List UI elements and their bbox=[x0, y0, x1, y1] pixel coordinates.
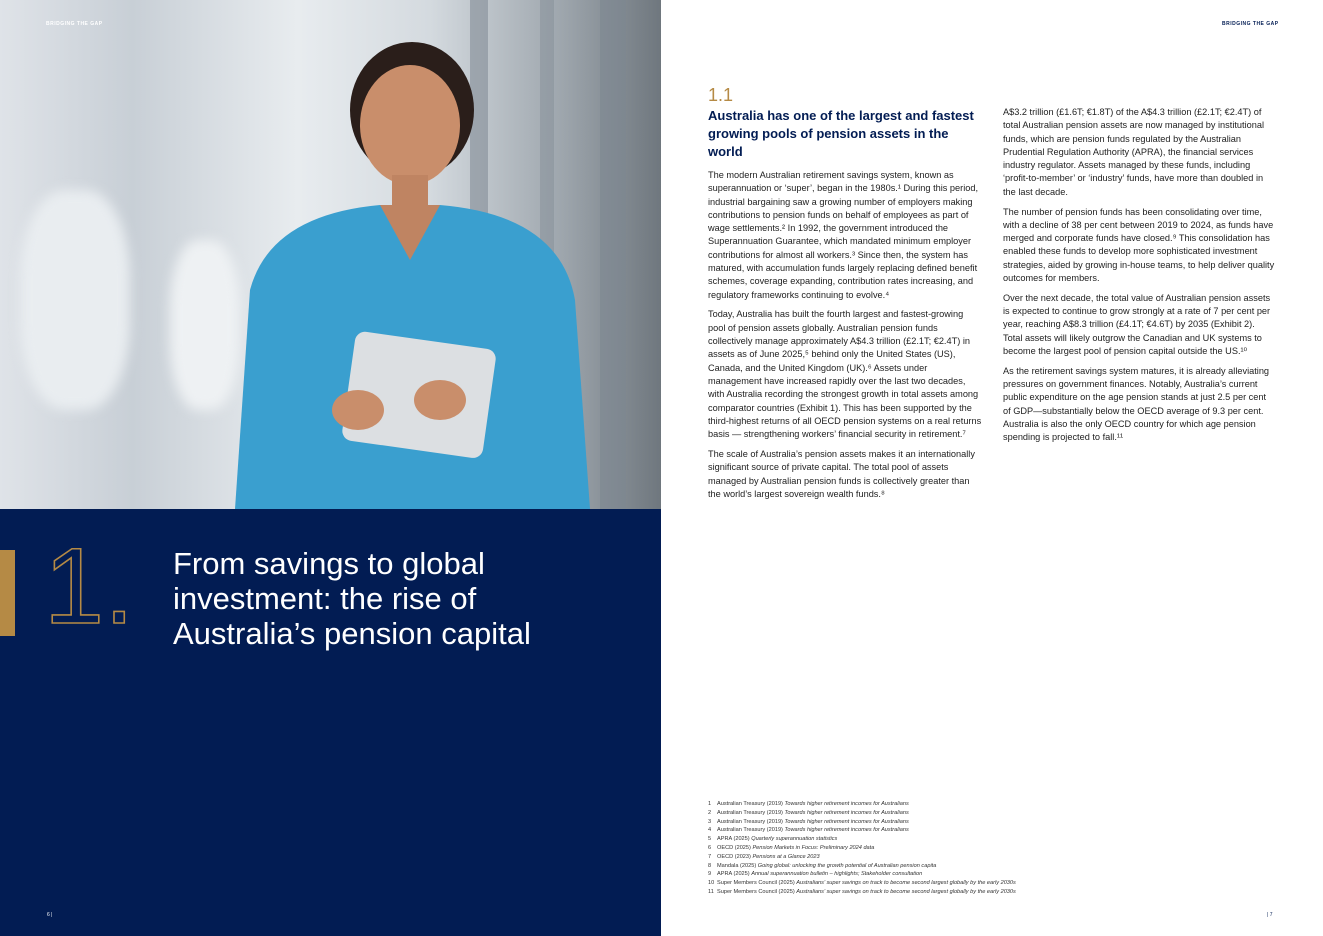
footnote: 6 OECD (2025) Pension Markets in Focus: Preliminary 2024 data bbox=[708, 844, 875, 851]
body-column-2 bbox=[1003, 106, 1275, 451]
page-number-left: 6 | bbox=[47, 912, 53, 918]
footnote: 2 Australian Treasury (2019) Towards higher retirement incomes for Australians bbox=[708, 809, 909, 816]
nurse-figure bbox=[0, 0, 661, 509]
section-number: 1.1 bbox=[708, 85, 734, 105]
accent-bar bbox=[0, 550, 15, 636]
footnote: 3 Australian Treasury (2019) Towards higher retirement incomes for Australians bbox=[708, 818, 909, 825]
footnote: 1 Australian Treasury (2019) Towards higher retirement incomes for Australians bbox=[708, 801, 909, 807]
paragraph: The number of pension funds has been consolidating over time, with a decline of 38 per cent between 2019 to 2024, as funds have merged and corporate funds have closed.⁹ This consolidation has enabled these funds to develop more sophisticated investment strategies, aided by growing in-house teams, to help deliver quality outcomes for members. bbox=[1003, 206, 1275, 284]
footnote: 10 Super Members Council (2025) Australians’ super savings on track to become second largest globally by the early 2030s bbox=[708, 880, 1016, 887]
footnote: 4 Australian Treasury (2019) Towards higher retirement incomes for Australians bbox=[708, 827, 909, 834]
nurse-photo bbox=[0, 0, 661, 509]
paragraph: The modern Australian retirement savings system, known as superannuation or ‘super’, began in the 1980s.¹ During this period, industrial bargaining saw a growing number of employers making contributions to pension funds on behalf of employees as part of wage settlements.² In 1992, the government introduced the Superannuation Guarantee, which mandated minimum employer contributions for almost all workers.³ Since then, the system has matured, with accumulation funds largely replacing defined benefit schemes, coverage expanding, contribution rates increasing, and regulatory frameworks continuing to evolve.⁴ bbox=[708, 170, 979, 300]
section-heading: Australia has one of the largest and fastest growing pools of pension assets in the world bbox=[708, 108, 974, 159]
footnotes bbox=[708, 800, 1268, 897]
page-number-right: | 7 bbox=[1267, 912, 1273, 918]
paragraph: Over the next decade, the total value of Australian pension assets is expected to continue to grow strongly at a rate of 7 per cent per year, reaching A$8.3 trillion (£4.1T; €4.6T) by 2035 (Exhibit 2). Total assets will likely outgrow the Canadian and UK systems to become the largest pool of pension capital outside the US.¹⁰ bbox=[1003, 292, 1271, 357]
chapter-title: From savings to global investment: the rise of Australia’s pension capital bbox=[173, 546, 531, 651]
footnote: 9 APRA (2025) Annual superannuation bulletin – highlights; Stakeholder consultation bbox=[708, 871, 923, 878]
paragraph: A$3.2 trillion (£1.6T; €1.8T) of the A$4.3 trillion (£2.1T; €2.4T) of total Australian pension assets are now managed by institutional funds, which are pension funds regulated by the Australian Prudential Regulation Authority (APRA), the financial services industry regulator. Assets managed by these funds, including ‘profit-to-member’ or ‘industry’ funds, have more than doubled in the last decade. bbox=[1003, 107, 1264, 197]
running-header: BRIDGING THE GAP bbox=[46, 21, 103, 27]
footnote: 8 Mandala (2025) Going global: unlocking the growth potential of Australian pension capita bbox=[708, 862, 937, 869]
left-page bbox=[0, 0, 661, 936]
paragraph: Today, Australia has built the fourth largest and fastest-growing pool of pension assets globally. Australian pension funds collectively manage approximately A$4.3 trillion (£2.1T; €2.4T) in assets as of June 2025,⁵ behind only the United States (US), Canada, and the United Kingdom (UK).⁶ Assets under management have increased rapidly over the last two decades, with Australia recording the strongest growth in total assets among comparator countries (Exhibit 1). This has been supported by the third-highest returns of all OECD pension systems on a real returns basis — strengthening workers’ financial security in retirement.⁷ bbox=[708, 309, 982, 440]
paragraph: The scale of Australia’s pension assets makes it an internationally significant source of private capital. The total pool of assets managed by Australian pension funds is collectively greater than the world’s largest sovereign wealth funds.⁸ bbox=[708, 448, 975, 499]
body-column-1 bbox=[708, 169, 983, 508]
footnote: 5 APRA (2025) Quarterly superannuation statistics bbox=[708, 836, 838, 843]
footnote: 11 Super Members Council (2025) Australians’ super savings on track to become second largest globally by the early 2030s bbox=[708, 888, 1016, 895]
chapter-number: 1. bbox=[44, 525, 135, 646]
footnote: 7 OECD (2023) Pensions at a Glance 2023 bbox=[708, 853, 820, 860]
running-header-right: BRIDGING THE GAP bbox=[1222, 21, 1279, 27]
paragraph: As the retirement savings system matures, it is already alleviating pressures on government finances. Notably, Australia’s current public expenditure on the age pension stands at just 2.5 per cent of GDP—substantially below the OECD average of 9.3 per cent. Australia is also the only OECD country for which age pension spending is projected to fall.¹¹ bbox=[1003, 365, 1270, 443]
